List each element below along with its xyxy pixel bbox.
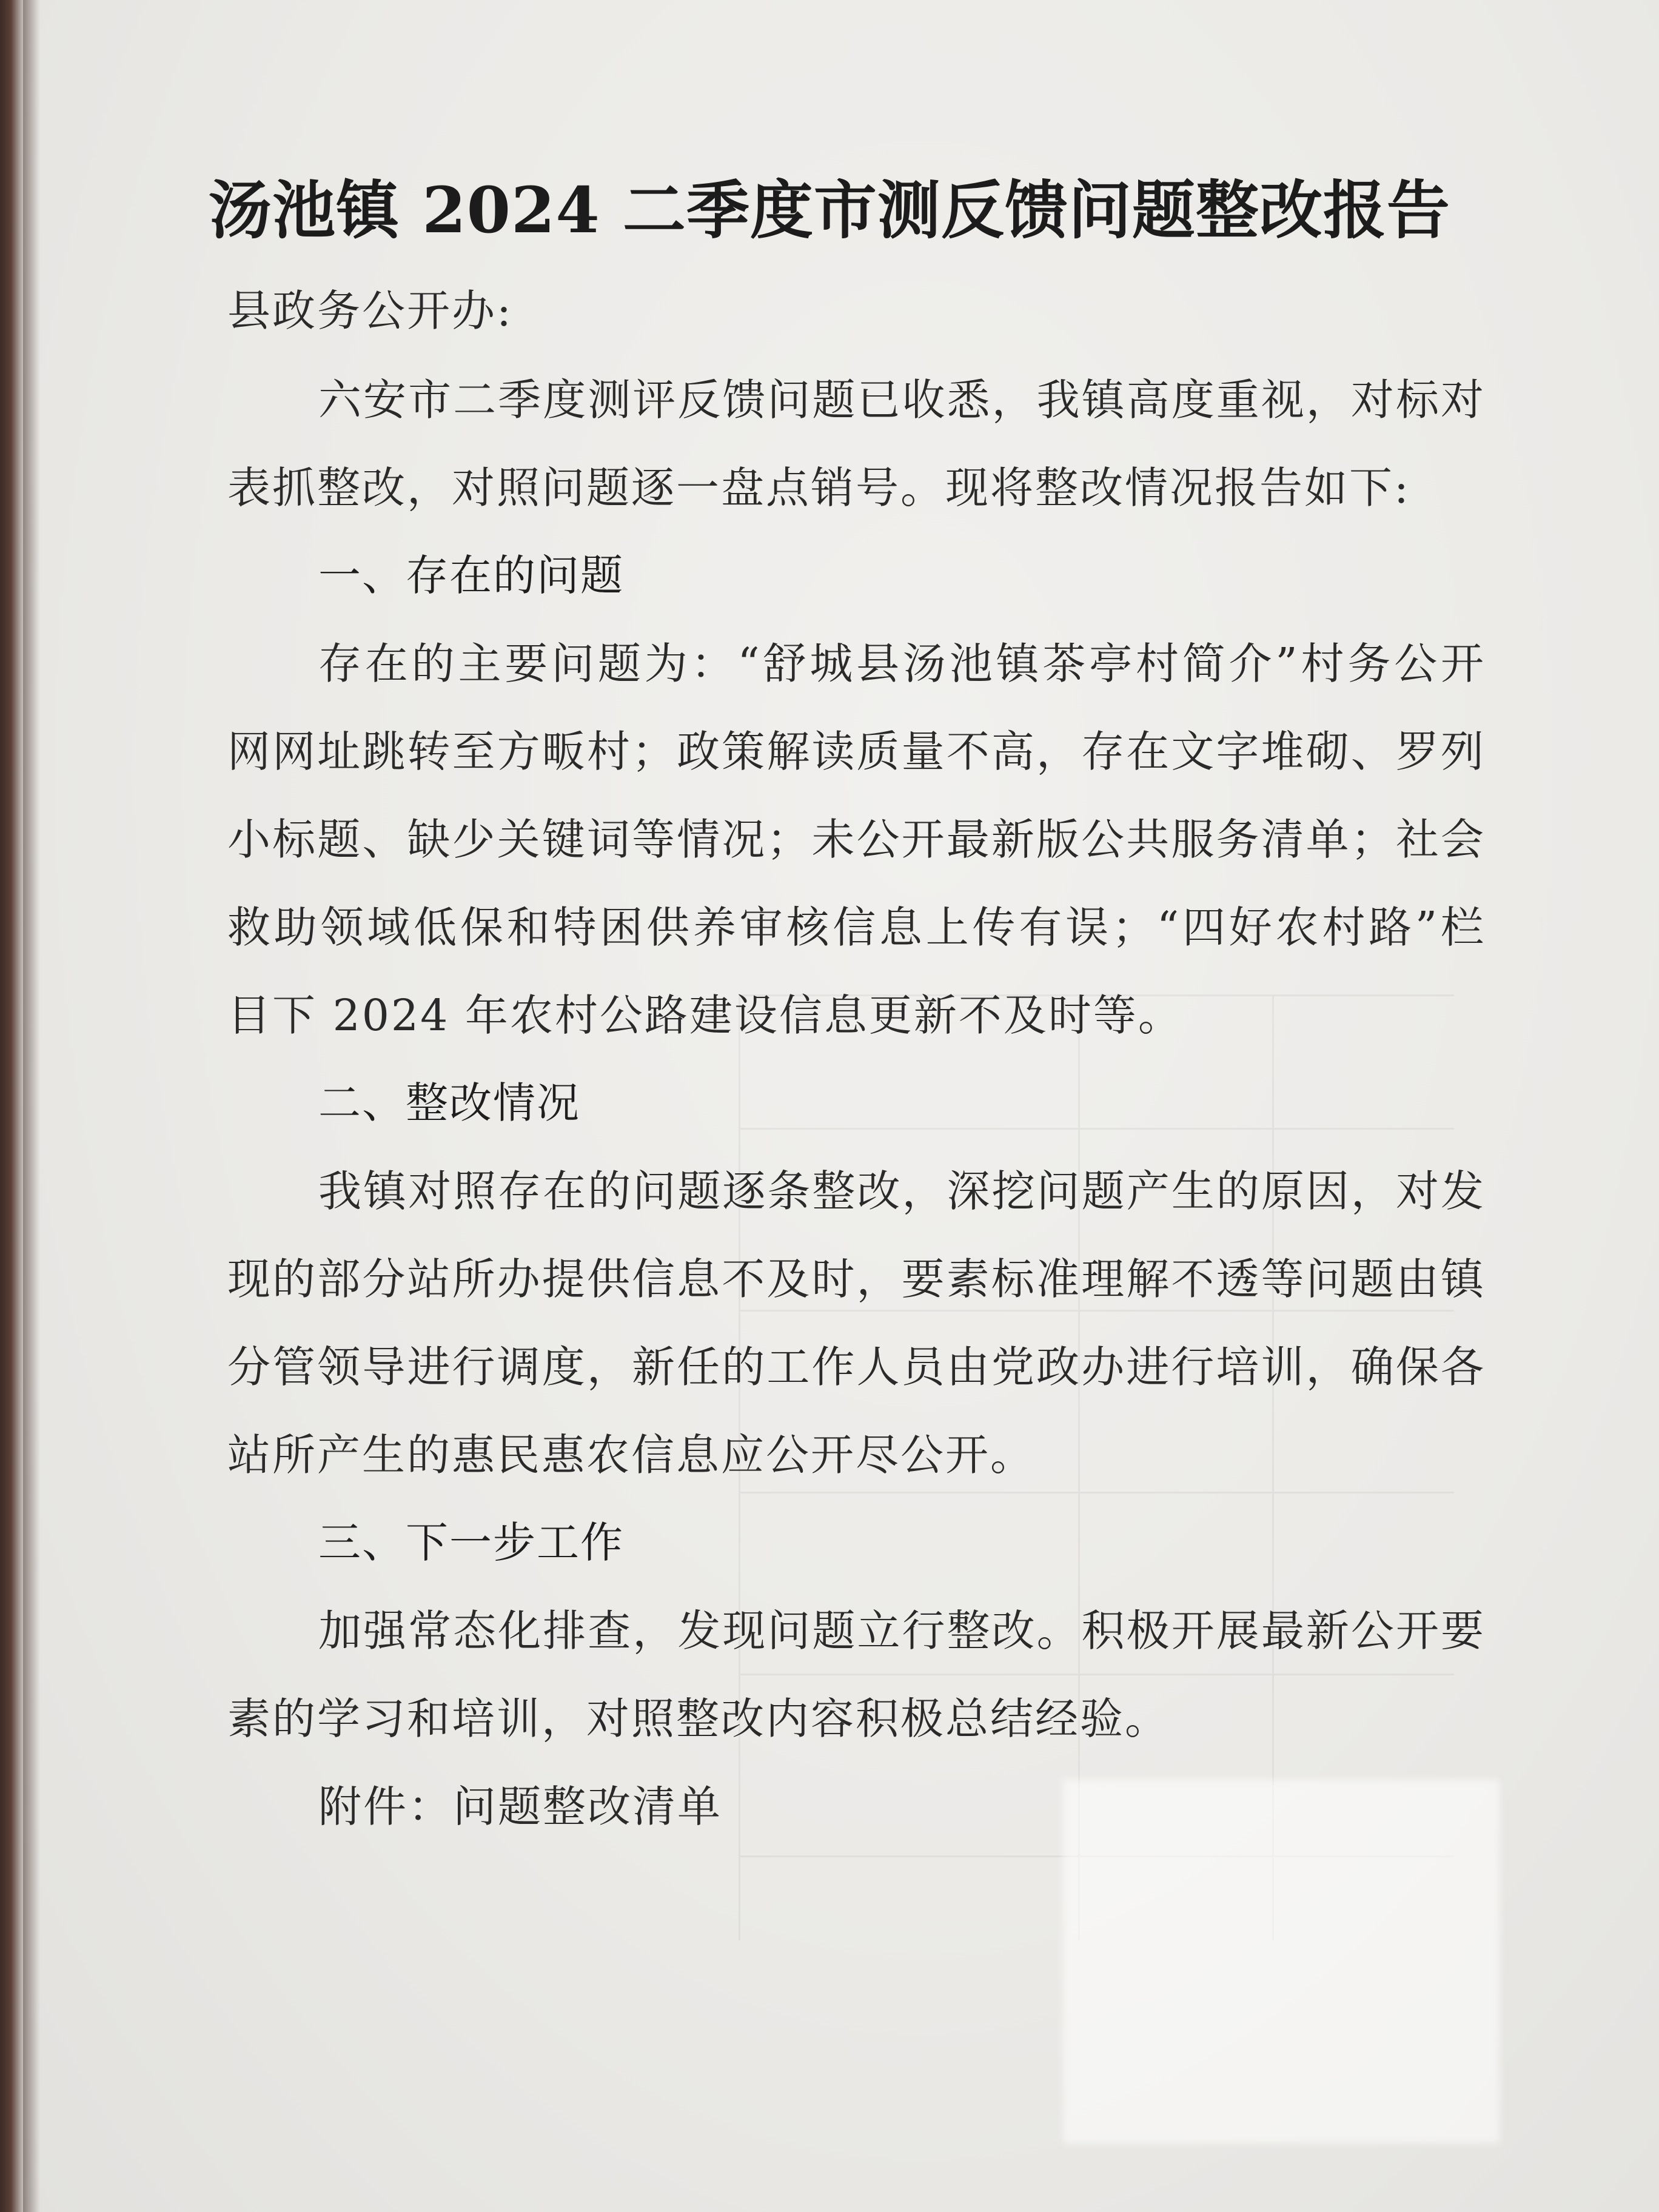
section-heading-next-steps: 三、下一步工作 <box>318 1518 624 1567</box>
section-body-rectification: 我镇对照存在的问题逐条整改，深挖问题产生的原因，对发现的部分站所办提供信息不及时，要素标准理解不透等问题由镇分管领导进行调度，新任的工作人员由党政办进行培训，确保各站所产生的惠民惠农信息应公开尽公开。 <box>227 1166 1486 1480</box>
section-body-problems: 存在的主要问题为：“舒城县汤池镇茶亭村简介”村务公开网网址跳转至方畈村；政策解读质量不高，存在文字堆砌、罗列小标题、缺少关键词等情况；未公开最新版公共服务清单；社会救助领域低保和特困供养审核信息上传有误；“四好农村路”栏目下 2024 年农村公路建设信息更新不及时等。 <box>227 638 1486 1041</box>
section-heading-problems: 一、存在的问题 <box>318 551 624 600</box>
intro-paragraph: 六安市二季度测评反馈问题已收悉，我镇高度重视，对标对表抓整改，对照问题逐一盘点销号。现将整改情况报告如下: <box>227 375 1486 513</box>
document-title: 汤池镇 2024 二季度市测反馈问题整改报告 <box>209 173 1450 247</box>
attachment-line: 附件：问题整改清单 <box>318 1781 723 1832</box>
section-heading-rectification: 二、整改情况 <box>318 1078 580 1128</box>
salutation: 县政务公开办: <box>227 286 513 336</box>
document-body <box>227 267 1486 1851</box>
section-body-next-steps: 加强常态化排查，发现问题立行整改。积极开展最新公开要素的学习和培训，对照整改内容积极总结经验。 <box>227 1606 1486 1744</box>
paper-shadow-edge <box>23 0 40 2212</box>
